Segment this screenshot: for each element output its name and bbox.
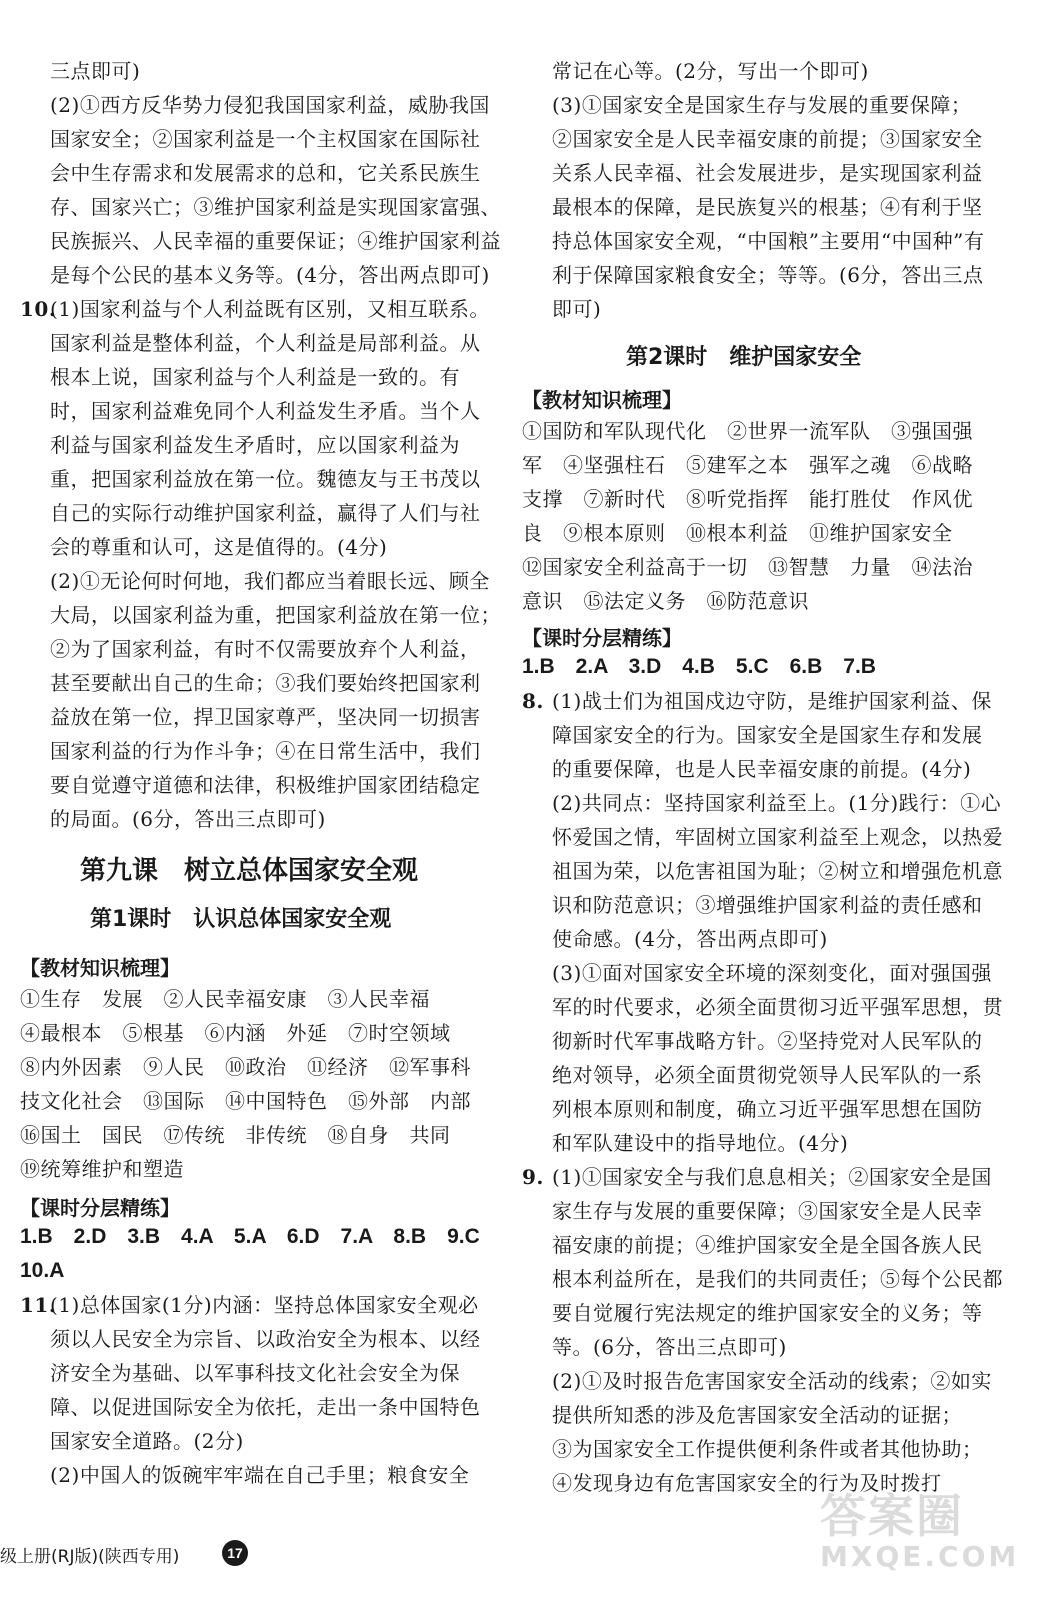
answer-key: 1.B 2.D 3.B 4.A 5.A 6.D 7.A 8.B 9.C [20, 1225, 480, 1248]
section-title: 第1课时 认识总体国家安全观 [90, 907, 392, 932]
text-line: 和军队建设中的指导地位。(4分) [552, 1131, 849, 1155]
text-line: ⑯国土 国民 ⑰传统 非传统 ⑱自身 共同 [20, 1123, 451, 1147]
text-line: 常记在心等。(2分，写出一个即可) [552, 59, 869, 83]
text-line: 民族振兴、人民幸福的重要保证；④维护国家利益 [50, 229, 501, 253]
question-number: 9. [522, 1165, 544, 1189]
section-heading: 【教材知识梳理】 [522, 388, 682, 412]
text-line: 祖国为荣，以危害祖国为耻；②树立和增强危机意 [552, 859, 1003, 883]
text-line: 国家安全道路。(2分) [50, 1429, 244, 1453]
text-line: 利益与国家利益发生矛盾时，应以国家利益为 [50, 433, 460, 457]
text-line: (2)中国人的饭碗牢牢端在自己手里；粮食安全 [50, 1463, 470, 1487]
text-line: 根本利益所在，是我们的共同责任；⑤每个公民都 [552, 1267, 1003, 1291]
text-line: 会中生存需求和发展需求的总和，它关系民族生 [50, 161, 481, 185]
text-line: (2)①及时报告危害国家安全活动的线索；②如实 [552, 1369, 992, 1393]
text-line: ⑫国家安全利益高于一切 ⑬智慧 力量 ⑭法治 [522, 555, 973, 579]
text-line: ②为了国家利益，有时不仅需要放弃个人利益， [50, 637, 481, 661]
text-line: 等。(6分，答出三点即可) [552, 1335, 787, 1359]
lesson-title: 第九课 树立总体国家安全观 [80, 856, 419, 886]
text-line: 军的时代要求，必须全面贯彻习近平强军思想，贯 [552, 995, 1003, 1019]
text-line: ①生存 发展 ②人民幸福安康 ③人民幸福 [20, 987, 430, 1011]
text-line: 意识 ⑮法定义务 ⑯防范意识 [522, 589, 809, 613]
text-line: 利于保障国家粮食安全；等等。(6分，答出三点 [552, 263, 984, 287]
text-line: ③为国家安全工作提供便利条件或者其他协助； [552, 1437, 983, 1461]
text-line: 列根本原则和制度，确立习近平强军思想在国防 [552, 1097, 983, 1121]
text-line: 根本上说，国家利益与个人利益是一致的。有 [50, 365, 460, 389]
text-line: 支撑 ⑦新时代 ⑧听党指挥 能打胜仗 作风优 [522, 487, 973, 511]
text-line: 存、国家兴亡；③维护国家利益是实现国家富强、 [50, 195, 501, 219]
text-line: (1)战士们为祖国戍边守防，是维护国家利益、保 [552, 689, 992, 713]
section-title: 第2课时 维护国家安全 [626, 345, 862, 370]
text-line: 自己的实际行动维护国家利益，赢得了人们与社 [50, 501, 481, 525]
text-line: (3)①国家安全是国家生存与发展的重要保障； [552, 93, 972, 117]
text-line: ⑧内外因素 ⑨人民 ⑩政治 ⑪经济 ⑫军事科 [20, 1055, 471, 1079]
text-line: 大局，以国家利益为重，把国家利益放在第一位； [50, 603, 501, 627]
text-line: (1)总体国家(1分)内涵：坚持总体国家安全观必 [50, 1293, 479, 1317]
text-line: 三点即可) [50, 59, 141, 83]
text-line: (3)①面对国家安全环境的深刻变化，面对强国强 [552, 961, 992, 985]
text-line: 家生存与发展的重要保障；③国家安全是人民幸 [552, 1199, 983, 1223]
text-line: ④发现身边有危害国家安全的行为及时拨打 [552, 1471, 942, 1495]
text-line: 识和防范意识；③增强维护国家利益的责任感和 [552, 893, 983, 917]
text-line: 国家安全；②国家利益是一个主权国家在国际社 [50, 127, 481, 151]
text-line: (1)国家利益与个人利益既有区别，又相互联系。 [50, 297, 490, 321]
text-line: 障国家安全的行为。国家安全是国家生存和发展 [552, 723, 983, 747]
text-line: 是每个公民的基本义务等。(4分，答出两点即可) [50, 263, 490, 287]
text-line: 良 ⑨根本原则 ⑩根本利益 ⑪维护国家安全 [522, 521, 953, 545]
text-line: 持总体国家安全观，“中国粮”主要用“中国种”有 [552, 229, 985, 253]
watermark-url: MXQE.COM [820, 1540, 1020, 1573]
text-line: ⑲统筹维护和塑造 [20, 1157, 184, 1181]
watermark-text: 答案圈 [820, 1489, 964, 1543]
text-line: 益放在第一位，捍卫国家尊严，坚决同一切损害 [50, 705, 481, 729]
page-footer: 级上册(RJ版)(陕西专用) [0, 1547, 180, 1567]
section-heading: 【课时分层精练】 [522, 626, 682, 650]
text-line: 国家利益的行为作斗争；④在日常生活中，我们 [50, 739, 481, 763]
text-line: 时，国家利益难免同个人利益发生矛盾。当个人 [50, 399, 481, 423]
text-line: ②国家安全是人民幸福安康的前提；③国家安全 [552, 127, 983, 151]
text-line: ④最根本 ⑤根基 ⑥内涵 外延 ⑦时空领域 [20, 1021, 451, 1045]
text-line: 要自觉履行宪法规定的维护国家安全的义务；等 [552, 1301, 983, 1325]
question-number: 10. [20, 297, 57, 321]
text-line: 须以人民安全为宗旨、以政治安全为根本、以经 [50, 1327, 481, 1351]
watermark-logo [820, 1480, 1030, 1595]
text-line: (2)共同点：坚持国家利益至上。(1分)践行：①心 [552, 791, 1002, 815]
text-line: ①国防和军队现代化 ②世界一流军队 ③强国强 [522, 419, 973, 443]
page-number-badge: 17 [222, 1540, 248, 1566]
answer-key: 1.B 2.A 3.D 4.B 5.C 6.B 7.B [522, 655, 876, 678]
text-line: 济安全为基础、以军事科技文化社会安全为保 [50, 1361, 460, 1385]
text-line: 怀爱国之情，牢固树立国家利益至上观念，以热爱 [552, 825, 1003, 849]
question-number: 8. [522, 689, 544, 713]
text-line: 要自觉遵守道德和法律，积极维护国家团结稳定 [50, 773, 481, 797]
text-line: 福安康的前提；④维护国家安全是全国各族人民 [552, 1233, 983, 1257]
section-heading: 【教材知识梳理】 [20, 956, 180, 980]
answer-key: 10.A [20, 1259, 65, 1282]
text-line: 军 ④坚强柱石 ⑤建军之本 强军之魂 ⑥战略 [522, 453, 973, 477]
text-line: 的局面。(6分，答出三点即可) [50, 807, 326, 831]
text-line: (2)①西方反华势力侵犯我国国家利益，威胁我国 [50, 93, 490, 117]
text-line: 使命感。(4分，答出两点即可) [552, 927, 828, 951]
text-line: 甚至要献出自己的生命；③我们要始终把国家利 [50, 671, 481, 695]
text-line: (2)①无论何时何地，我们都应当着眼长远、顾全 [50, 569, 490, 593]
text-line: 障、以促进国际安全为依托，走出一条中国特色 [50, 1395, 481, 1419]
text-line: 的重要保障，也是人民幸福安康的前提。(4分) [552, 757, 972, 781]
text-line: 技文化社会 ⑬国际 ⑭中国特色 ⑮外部 内部 [20, 1089, 471, 1113]
text-line: 最根本的保障，是民族复兴的根基；④有利于坚 [552, 195, 983, 219]
text-line: 重，把国家利益放在第一位。魏德友与王书茂以 [50, 467, 481, 491]
text-line: 即可) [552, 297, 602, 321]
text-line: (1)①国家安全与我们息息相关；②国家安全是国 [552, 1165, 992, 1189]
section-heading: 【课时分层精练】 [20, 1196, 180, 1220]
text-line: 绝对领导，必须全面贯彻党领导人民军队的一系 [552, 1063, 983, 1087]
text-line: 国家利益是整体利益，个人利益是局部利益。从 [50, 331, 481, 355]
text-line: 彻新时代军事战略方针。②坚持党对人民军队的 [552, 1029, 983, 1053]
text-line: 会的尊重和认可，这是值得的。(4分) [50, 535, 388, 559]
text-line: 关系人民幸福、社会发展进步，是实现国家利益 [552, 161, 983, 185]
text-line: 提供所知悉的涉及危害国家安全活动的证据； [552, 1403, 962, 1427]
question-number: 11. [20, 1293, 57, 1317]
